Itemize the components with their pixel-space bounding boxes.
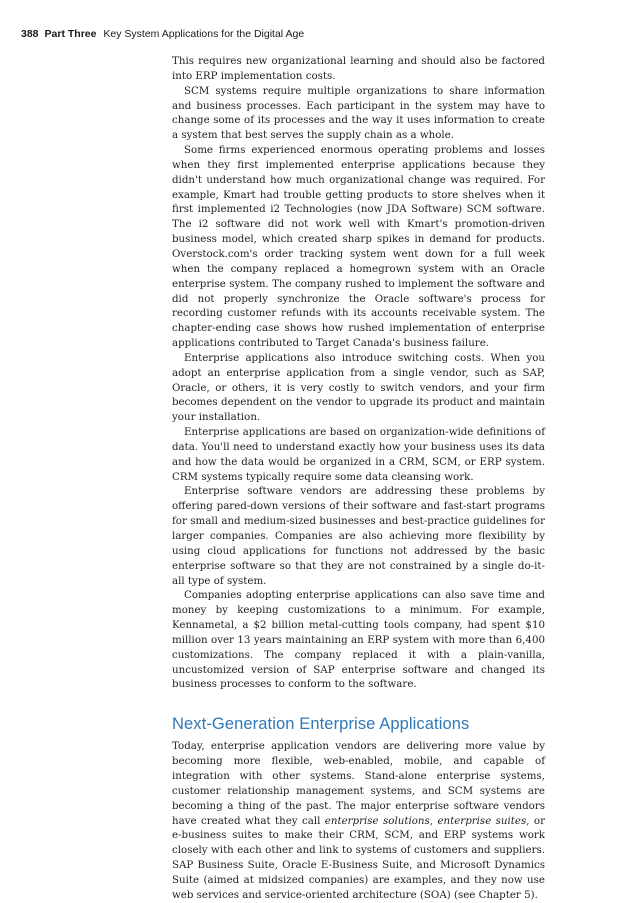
part-title: Key System Applications for the Digital Age (103, 28, 305, 40)
paragraph-erp-costs: This requires new organizational learning and should also be factored into ERP implementation costs. (172, 55, 545, 82)
part-label: Part Three (44, 28, 97, 40)
paragraph-scm-sharing: SCM systems require multiple organizations to share information and business processes. Each participant in the system may have to change some of its processes and the way it uses information to create a system that best serves the supply chain as a whole. (172, 84, 545, 142)
paragraph-next-generation-part-b: , or e-business suites to make their CRM, SCM, and ERP systems work closely with each other and link to systems of customers and suppliers. SAP Business Suite, Oracle E-Business Suite, and Microsoft Dynamics Suite (aimed at midsized companies) are examples, and they now use web services and service-oriented architecture (SOA) (see Chapter 5). (172, 814, 546, 901)
paragraph-vendors-pared-down: Enterprise software vendors are addressing these problems by offering pared-down versions of their software and fast-start programs for small and medium-sized businesses and best-practice guidelines for larger companies. Companies are also achieving more flexibility by using cloud applications for functions not addressed by the basic enterprise software so that they are not constrained by a single do-it-all type of system. (172, 485, 545, 587)
paragraph-customizations: Companies adopting enterprise applications can also save time and money by keeping customizations to a minimum. For example, Kennametal, a $2 billion metal-cutting tools company, had spent $10 million over 13 years maintaining an ERP system with more than 6,400 customizations. The company replaced it with a plain-vanilla, uncustomized version of SAP enterprise software and changed its business processes to conform to the software. (172, 589, 545, 691)
paragraph-next-generation (172, 739, 545, 902)
paragraph-data-definitions: Enterprise applications are based on organization-wide definitions of data. You'll need to understand exactly how your business uses its data and how the data would be organized in a CRM, SCM, or ERP system. CRM systems typically require some data cleansing work. (172, 426, 545, 483)
paragraph-switching-costs: Enterprise applications also introduce switching costs. When you adopt an enterprise application from a single vendor, such as SAP, Oracle, or others, it is very costly to switch vendors, and your firm becomes dependent on the vendor to upgrade its product and maintain your installation. (172, 351, 545, 424)
body-column (172, 54, 545, 903)
page-number: 388 (21, 28, 39, 40)
paragraph-next-generation-part-a: Today, enterprise application vendors are delivering more value by becoming more flexible, web-enabled, mobile, and capable of integration with other systems. Stand-alone enterprise systems, customer relationship management systems, and SCM systems are becoming a thing of the past. The major enterprise software vendors have created what they call (172, 740, 545, 827)
section-heading: Next-Generation Enterprise Applications (172, 715, 470, 734)
paragraph-next-generation-emphasis: enterprise solutions, enterprise suites (324, 814, 527, 827)
running-header (21, 28, 304, 40)
paragraph-operating-problems: Some firms experienced enormous operating problems and losses when they first implemented enterprise applications because they didn't understand how much organizational change was required. For example, Kmart had trouble getting products to store shelves when it first implemented i2 Technologies (now JDA Software) SCM software. The i2 software did not work well with Kmart's promotion-driven business model, which created sharp spikes in demand for products. Overstock.com's order tracking system went down for a full week when the company replaced a homegrown system with an Oracle enterprise system. The company rushed to implement the software and did not properly synchronize the Oracle software's process for recording customer refunds with its accounts receivable system. The chapter-ending case shows how rushed implementation of enterprise applications contributed to Target Canada's business failure. (172, 144, 545, 350)
